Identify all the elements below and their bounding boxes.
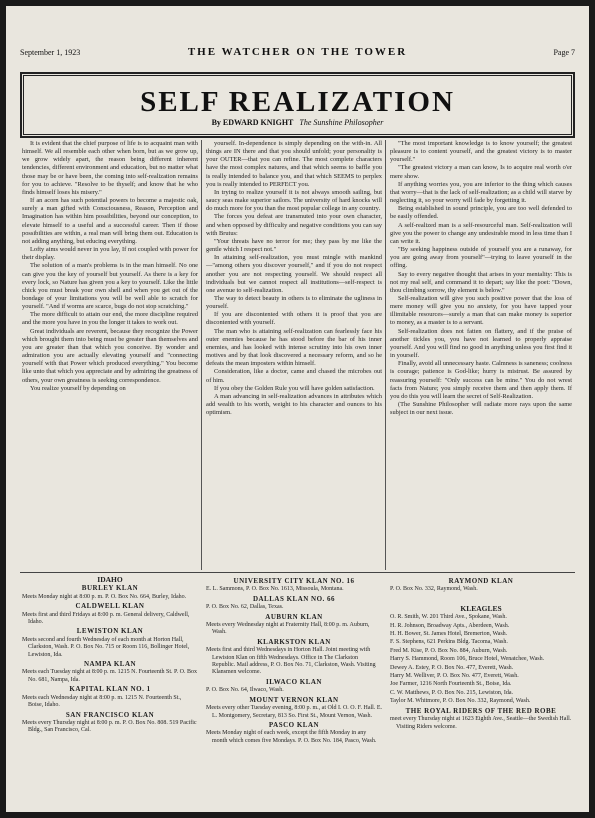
article-paragraph: yourself. In-dependence is simply depending on the with-in. All things are IN there and that you should unfold; your personality is your OUTER—that you can refine. The most complete characters have the most complex natures, and that which seems to baffle you is really intended to balance you, and that which SEEMS to perplex you is really intended to PERFECT you. [206,140,382,188]
title-box [20,72,575,138]
klan-name: MOUNT VERNON KLAN [249,695,339,704]
directory-entry: meet every Thursday night at 1623 Eighth Ave., Seattle—the Swedish Hall. Visiting Riders welcome. [390,716,572,730]
klan-name: THE ROYAL RIDERS OF THE RED ROBE [405,706,557,715]
directory-entry: Meets first and third Wednesdays in Horton Hall. Joint meeting with Lewiston Klan on fifth Wednesdays. Office in The Clarkston Republic. Mail address, P. O. Box No. 71, Clarkston, Wash. Visiting Klansmen welcome. [206,647,376,676]
article-paragraph: Being established in sound principle, you are too well defended to be easily offended. [390,205,572,221]
article-paragraph: The man who is attaining self-realization can fearlessly face his outer enemies because he has stood before the bar of his inner enemies, and has looked with intense scrutiny into his own inner motives and by that look discovered a necessary reform, and so he defeats the mean imposters within himself. [206,327,382,368]
article-paragraph: In trying to realize yourself it is not always smooth sailing, but saucy seas make superior sailors. The university of hard knocks will do much more for you than the most popular college in any country. [206,188,382,213]
article-paragraph: If you obey the Golden Rule you will have golden satisfaction. [214,384,375,392]
article-title: SELF REALIZATION [140,86,455,118]
directory-entry: H. R. Johnson, Broadway Apts., Aberdeen, Wash. [390,622,510,629]
byline-epithet: The Sunshine Philosopher [299,118,384,127]
directory-entry: Taylor M. Whitmore, P. O. Box No. 332, Raymond, Wash. [390,698,531,705]
directory-entry: O. R. Smith, W. 201 Third Ave., Spokane, Wash. [390,614,507,621]
directory-entry: Meets each Wednesday night at 8:00 p. m. 1215 N. Fourteenth St., Boise, Idaho. [22,694,182,709]
directory-entry: P. O. Box No. 64, Ilwaco, Wash. [206,687,284,694]
issue-date: September 1, 1923 [20,48,81,57]
klan-name: BURLEY KLAN [81,584,139,593]
klan-name: ILWACO KLAN [265,677,322,686]
page-number: Page 7 [553,48,575,57]
article-paragraph: Self-realization does not fatten on flattery, and if the praise of another tickles you, you have not learned to properly appraise yourself. And you will find no good in anything unless you first find it in yourself. [390,327,572,360]
byline-author: By EDWARD KNIGHT [211,118,294,127]
klan-directory-column-1 [22,576,198,736]
article-paragraph: A man advancing in self-realization advances in attributes which add wealth to his worth, weight to his character and ounces to his optimism. [206,392,382,417]
directory-entry: Joe Farmer, 1216 North Fourteenth St., Boise, Ida. [390,681,512,688]
article-paragraph: The way to detect beauty in others is to eliminate the ugliness in yourself. [206,294,382,311]
article-paragraph: The solution of a man's problems is in the man himself. No one can give you the key of yourself but yourself. As there is a key for every lock, so Nature has given you a key to yourself. Like the little chick you must break your own shell and when you get out of the bondage of your limitations you will be well able to scratch for yourself. "And if worms are scarce, bugs do not stop scratching." [22,262,198,311]
column-rule [385,140,386,570]
article-paragraph: Finally, avoid all unnecessary haste. Calmness is saneness; coolness is courage; patience is God-like; hurry is mistrust. Be assured by reassuring yourself: "Only success can be mine." You do not wrest facts from Nature; you simply receive them and then apply them. If you do this you will learn the secret of Self-Realization. [390,360,572,400]
klan-name: AUBURN KLAN [265,612,323,621]
klan-name: NAMPA KLAN [83,660,137,669]
klan-directory-column-3 [390,576,572,732]
directory-entry: C. W. Matthews, P. O. Box No. 215, Lewiston, Ida. [390,689,513,696]
directory-entry: P. O. Box No. 62, Dallas, Texas. [206,604,284,611]
article-paragraph: The more difficult to attain our end, the more discipline required and the more you have in you the longer it takes to work out. [22,311,198,327]
article-paragraph: (The Sunshine Philosopher will radiate more rays upon the same subject in our next issue. [390,401,572,417]
directory-entry: Meets first and third Fridays at 8:00 p. m. General delivery, Caldwell, Idaho. [22,611,190,626]
newspaper-page [6,6,589,812]
klan-name: DALLAS KLAN NO. 66 [252,594,336,603]
directory-entry: Meets Monday night of each week, except the fifth Monday in any month which comes five Mondays. P. O. Box No. 184, Pasco, Wash. [206,730,377,744]
article-column-3 [390,140,572,417]
article-paragraph: If anything worries you, you are inferior to the thing which causes that worry—that is the lack of self-realization; as a child will starve by neglecting it, so your worry will fade by forgetting it. [390,180,572,205]
directory-section-heading: KLEAGLES [460,603,502,613]
article-paragraph: If an acorn has such potential powers to become a majestic oak, surely a man gifted with Consciousness, Reason, Perception and Imagination has within him possibilities, beyond our conception, to elevate himself to a useful and a successful career. Then if those possibilities are within, a real man will bring them out. Education is not adding anything, but educing everything. [22,197,198,245]
article-paragraph: Great individuals are reverent, because they recognize the Power which brought them into being must be greater than themselves and you are greater than that which you conceive. By wonder and admiration you are actually elevating yourself and "connecting yourself with that Power which produced everything." You become like unto that which you appreciate and by admiring the greatness of others, your own greatness is seeking correspondence. [22,327,198,384]
klan-directory-column-2 [206,576,382,746]
directory-entry: F. S. Stephens, 621 Perkins Bldg. Tacoma, Wash. [390,639,508,646]
klan-name: SAN FRANCISCO KLAN [65,710,155,719]
article-paragraph: "Your threats have no terror for me; they pass by me like the gentle which I respect not." [206,237,382,254]
directory-entry: Meets every Thursday night at 8:00 p. m. P. O. Box No. 808. 519 Pacific Bldg., San Francisco, Cal. [22,719,197,734]
article-paragraph: Say to every negative thought that arises in your mentality: This is not my real self, and command it to depart; say like the poet: "Down, thou climbing sorrow, thy element is below." [390,270,572,294]
column-rule [201,140,202,570]
directory-entry: P. O. Box No. 332, Raymond, Wash. [390,586,478,593]
directory-entry: Meets each Tuesday night at 8:00 p. m. 1215 N. Fourteenth St. P. O. Box No. 681, Nampa, Ida. [22,669,197,683]
article-paragraph: "The greatest victory a man can know, Is to acquire real worth o'er mere show. [390,164,572,180]
article-paragraph: You realize yourself by depending on [30,384,126,392]
directory-entry: Harry M. Welliver, P. O. Box No. 477, Everett, Wash. [390,673,519,680]
article-paragraph: "By seeking happiness outside of yourself you are a runaway, for you are going away from yourself"—trying to leave yourself in the offing. [390,246,572,270]
directory-entry: Fred M. Kise, P. O. Box No. 884, Auburn, Wash. [390,647,508,654]
directory-entry: Meets second and fourth Wednesday of each month at Horton Hall, Clarkston, Wash. P. O. Box No. 715 or Room 116, Bollinger Hotel, Lewiston, Ida. [22,636,190,658]
article-paragraph: "The most important knowledge is to know yourself; the greatest pleasure is to content yourself, and the greatest victory is to master yourself." [390,140,572,164]
directory-entry: H. H. Bower, St. James Hotel, Bremerton, Wash. [390,631,508,638]
klan-name: UNIVERSITY CITY KLAN NO. 16 [233,577,355,585]
article-paragraph: A self-realized man is a self-resourceful man. Self-realization will give you the power to change any undesirable mood in less time than I can write it. [390,221,572,245]
article-paragraph: Consideration, like a doctor, came and chased the microbes out of him. [206,368,382,384]
article-column-1 [22,140,198,393]
article-paragraph: It is evident that the chief purpose of life is to acquaint man with himself. We all resemble each other when born, but as we grow up, we grow widely apart, the reason being different inherent tendencies, different environment and education, but no matter what those may be or have been, the coming into self-realization remains for you to achieve. "Resolve to be thyself; and know that he who finds himself loses his misery." [22,140,198,196]
klan-name: KAPITAL KLAN NO. 1 [69,685,151,694]
article-column-2 [206,140,382,417]
klan-name: RAYMOND KLAN [448,577,514,585]
directory-section-heading: IDAHO [97,575,123,584]
article-paragraph: Lofty aims would never in you lay, If not coupled with power for their display. [22,246,198,262]
klan-name: LEWISTON KLAN [76,627,144,636]
directory-entry: Meets every Wednesday night at Fraternity Hall, 8:00 p. m. Auburn, Wash. [206,622,370,636]
directory-entry: E. L. Sammons, P. O. Box No. 1613, Missoula, Montana. [206,586,344,593]
article-paragraph: In attaining self-realization, you must mingle with mankind—"among others you discover yourself," and if you do not respect another you are not respecting yourself. We should respect all individuals but we cannot respect all institutions—self-respect is one avenue to self-realization. [206,254,382,294]
section-divider [20,572,575,573]
byline [22,118,573,127]
article-paragraph: The forces you defeat are transmuted into your own character, and when opposed by difficulty and negative conditions you can say with Brutus: [206,213,382,237]
klan-name: PASCO KLAN [268,720,320,729]
directory-entry: Dewey A. Estey, P. O. Box No. 477, Everett, Wash. [390,664,514,671]
page-header [20,46,575,60]
klan-name: KLARKSTON KLAN [257,637,331,646]
article-paragraph: Self-realization will give you such positive power that the loss of mere money will give you no anxiety, for you have tapped your illimitable resources—surely a man that can make money is superior to money, as a master is to a servant. [390,294,572,327]
directory-entry: Harry S. Hammond, Room 106, Bruce Hotel, Wenatchee, Wash. [390,656,545,663]
publication-name: THE WATCHER ON THE TOWER [187,46,408,58]
article-paragraph: If you are discontented with others it is proof that you are discontented with yourself. [206,311,382,327]
directory-entry: Meets Monday night at 8:00 p. m. P. O. Box No. 664, Burley, Idaho. [22,593,187,600]
directory-entry: Meets every other Tuesday evening, 8:00 p. m., at Old I. O. O. F. Hall. E. L. Montgomery, Secretary, 813 So. First St., Mount Vernon, Wash. [206,705,382,719]
klan-name: CALDWELL KLAN [75,602,145,611]
